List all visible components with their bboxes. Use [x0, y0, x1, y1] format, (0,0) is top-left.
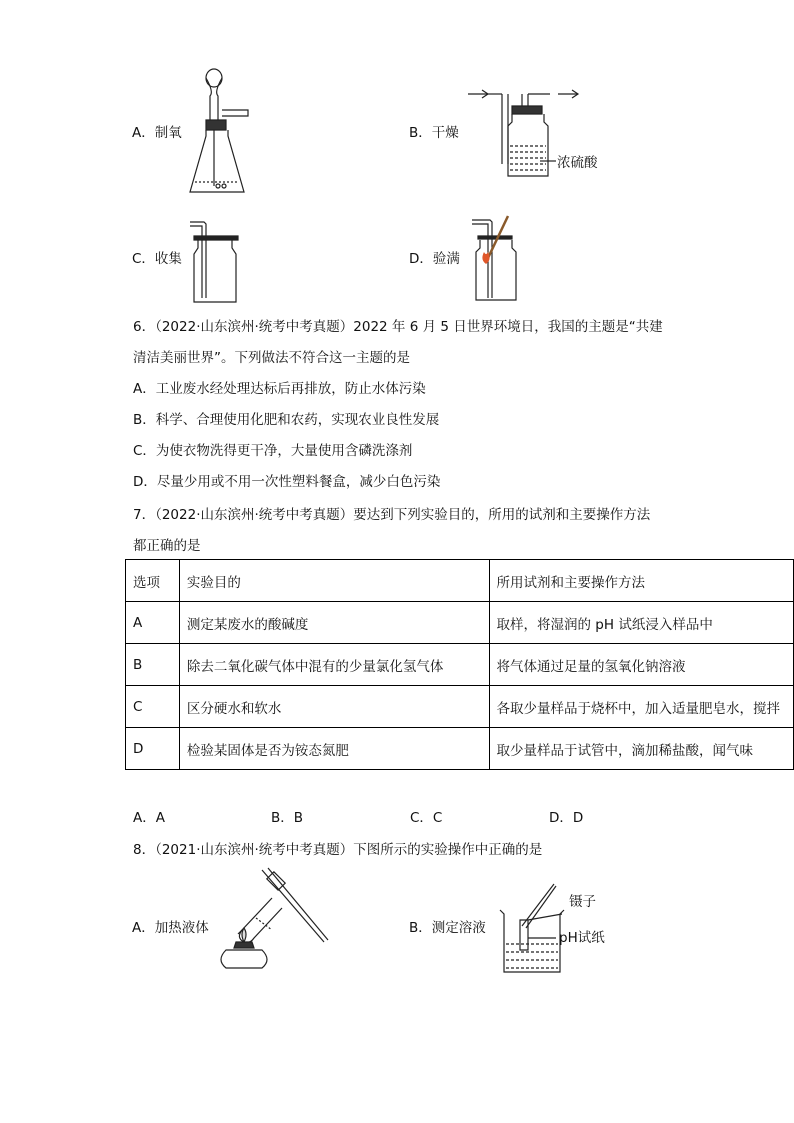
header-option: 选项 — [126, 560, 180, 602]
q8-option-a-label: A．加热液体 — [132, 920, 209, 936]
ph-paper-note: pH试纸 — [559, 930, 605, 946]
tweezers-note: 镊子 — [569, 894, 596, 910]
table-row — [126, 644, 794, 686]
q8-stem: 8．（2021·山东滨州·统考中考真题）下图所示的实验操作中正确的是 — [133, 842, 543, 858]
concentrated-sulfuric-acid-note: 浓硫酸 — [557, 155, 598, 171]
table-row — [126, 686, 794, 728]
q7-stem-line2: 都正确的是 — [133, 538, 201, 554]
table-row — [126, 602, 794, 644]
q6-option-b: B．科学、合理使用化肥和农药，实现农业良性发展 — [133, 412, 440, 428]
q8-option-b-label: B．测定溶液 — [409, 920, 486, 936]
row-d-option: D — [126, 728, 180, 770]
q7-table — [125, 559, 794, 770]
heating-liquid-diagram — [212, 868, 332, 978]
ph-measurement-diagram — [498, 880, 578, 975]
row-a-purpose: 测定某废水的酸碱度 — [179, 602, 489, 644]
row-d-method: 取少量样品于试管中，滴加稀盐酸，闻气味 — [489, 728, 793, 770]
row-c-option: C — [126, 686, 180, 728]
table-row — [126, 728, 794, 770]
row-d-purpose: 检验某固体是否为铵态氮肥 — [179, 728, 489, 770]
q7-answer-d: D．D — [549, 810, 584, 826]
row-b-method: 将气体通过足量的氢氧化钠溶液 — [489, 644, 793, 686]
row-c-method: 各取少量样品于烧杯中，加入适量肥皂水，搅拌 — [489, 686, 793, 728]
full-check-bottle-diagram — [470, 214, 540, 304]
q7-answer-a: A．A — [133, 810, 165, 826]
q7-stem-line1: 7．（2022·山东滨州·统考中考真题）要达到下列实验目的，所用的试剂和主要操作方法 — [133, 507, 651, 523]
header-method: 所用试剂和主要操作方法 — [489, 560, 793, 602]
row-a-option: A — [126, 602, 180, 644]
header-purpose: 实验目的 — [179, 560, 489, 602]
row-a-method: 取样，将湿润的 pH 试纸浸入样品中 — [489, 602, 793, 644]
q6-stem-line2: 清洁美丽世界”。下列做法不符合这一主题的是 — [133, 350, 410, 366]
gas-collecting-bottle-diagram — [188, 218, 248, 308]
row-b-purpose: 除去二氧化碳气体中混有的少量氯化氢气体 — [179, 644, 489, 686]
oxygen-generator-flask-diagram — [188, 66, 268, 196]
q6-option-a: A．工业废水经处理达标后再排放，防止水体污染 — [133, 381, 426, 397]
q7-answer-b: B．B — [271, 810, 304, 826]
q5-option-d-label: D．验满 — [409, 251, 460, 267]
q7-answer-c: C．C — [410, 810, 443, 826]
q5-option-c-label: C．收集 — [132, 251, 182, 267]
row-c-purpose: 区分硬水和软水 — [179, 686, 489, 728]
q5-option-a-label: A．制氧 — [132, 125, 182, 141]
row-b-option: B — [126, 644, 180, 686]
q6-option-c: C．为使衣物洗得更干净，大量使用含磷洗涤剂 — [133, 443, 413, 459]
q6-stem-line1: 6．（2022·山东滨州·统考中考真题）2022 年 6 月 5 日世界环境日，我国的主题是“共建 — [133, 319, 663, 335]
q6-option-d: D．尽量少用或不用一次性塑料餐盒，减少白色污染 — [133, 474, 441, 490]
table-header-row — [126, 560, 794, 602]
q5-option-b-label: B．干燥 — [409, 125, 459, 141]
